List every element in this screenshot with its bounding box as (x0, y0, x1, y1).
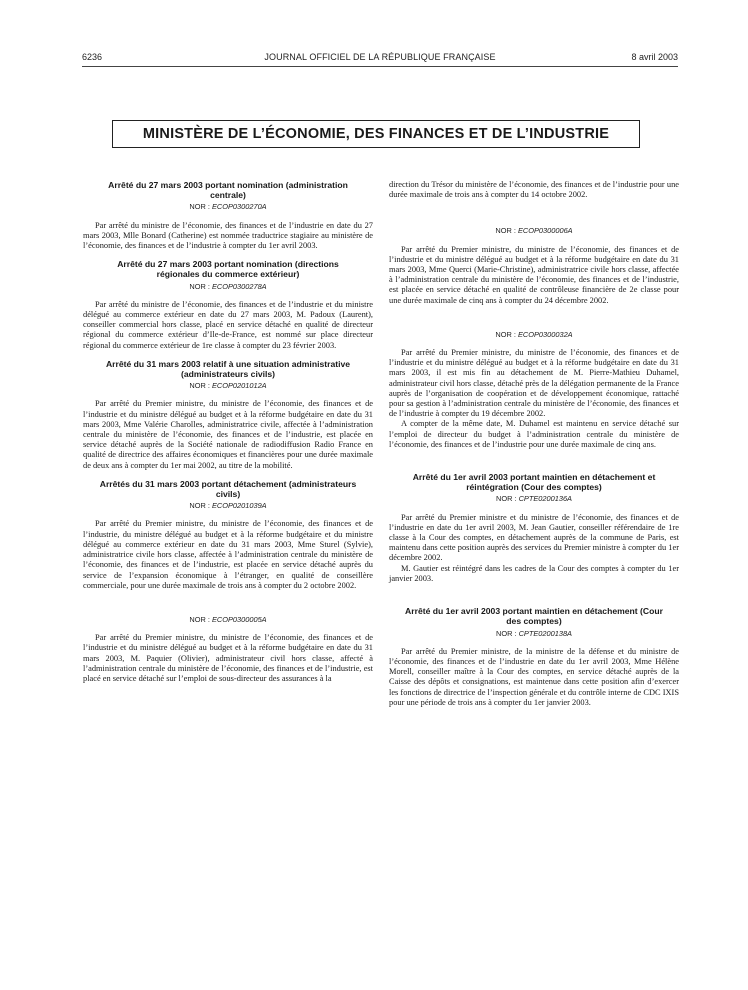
decree-paragraph: Par arrêté du Premier ministre, du ministre de l’économie, des finances et de l’industrie et du ministre délégué au budget et à la réforme budgétaire en date du 31 mars 2003, Mme Valérie Charolles, administratrice civile, affectée à l’administration centrale du ministère de l’économie, des finances et de l’industrie, est placée en service détaché auprès de la Société nationale de radiodiffusion Radio France en qualité de directrice des affaires économiques et financières pour une durée maximale de deux ans à compter du 1er mai 2002, au titre de la mobilité. (83, 399, 373, 470)
decree-paragraph: M. Gautier est réintégré dans les cadres de la Cour des comptes à compter du 1er janvier 2003. (389, 563, 679, 583)
nor-code: ECOP0300278A (211, 281, 267, 291)
nor-label: NOR : (495, 628, 517, 638)
section-spacer (389, 458, 679, 472)
ministry-title: MINISTÈRE DE L’ÉCONOMIE, DES FINANCES ET DE L’INDUSTRIE (142, 126, 610, 142)
journal-title: JOURNAL OFFICIEL DE LA RÉPUBLIQUE FRANÇAISE (264, 52, 496, 62)
nor-reference (83, 202, 373, 212)
nor-label: NOR : (495, 226, 516, 236)
decree-section (389, 458, 679, 584)
page-number: 6236 (82, 52, 103, 62)
nor-reference (389, 226, 679, 236)
section-spacer (389, 592, 679, 606)
nor-code: ECOP0300006A (517, 226, 573, 236)
decree-title: Arrêté du 1er avril 2003 portant maintien en détachement et réintégration (Cour des comptes) (412, 472, 656, 493)
nor-reference (389, 494, 679, 504)
continued-paragraph: direction du Trésor du ministère de l’économie, des finances et de l’industrie pour une durée maximale de trois ans à compter du 14 octobre 2002. (389, 180, 679, 200)
nor-reference (389, 330, 679, 340)
nor-code: ECOP0300005A (211, 614, 267, 624)
decree-section (83, 479, 373, 591)
nor-label: NOR : (495, 494, 517, 504)
decree-paragraph: Par arrêté du Premier ministre, du ministre de l’économie, des finances et de l’industrie et du ministre délégué au budget et à la réforme budgétaire en date du 31 mars 2003, M. Paquier (Olivier), administrateur civil hors classe, affecté à l’administration centrale du ministère de l’économie, des finances et de l’industrie, est placé en service détaché sur l’emploi de sous-directeur des assurances à la (83, 633, 373, 683)
nor-label: NOR : (189, 281, 210, 291)
nor-reference (83, 282, 373, 292)
decree-paragraph: Par arrêté du Premier ministre, du ministre de l’économie, des finances et de l’industrie, du ministre délégué au budget et à la réforme budgétaire et du ministre délégué au commerce extérieur en date du 31 mars 2003, Mme Sturel (Sylvie), administratrice civile hors classe, affectée à l’administration centrale du ministère de l’économie, des finances et de l’industrie, est placée en service détaché auprès du service de l’expansion économique à l’étranger, en qualité de conseillère commerciale, pour une durée maximale de trois ans à compter du 2 octobre 2002. (83, 519, 373, 590)
nor-code: CPTE0200136A (518, 494, 572, 504)
decree-title: Arrêté du 27 mars 2003 portant nomination (directions régionales du commerce extérieur) (117, 259, 339, 280)
nor-label: NOR : (189, 202, 210, 212)
decree-paragraph: Par arrêté du Premier ministre, de la ministre de la défense et du ministre de l’économie, des finances et de l’industrie en date du 1er avril 2003, Mme Hélène Morell, conseiller maître à la Cour des comptes, en service détaché auprès de la Caisse des dépôts et consignations, est maintenue dans cette position afin d’exercer les fonctions de directrice de l’inspection générale et du contrôle interne de CDC IXIS pour une période de trois ans à compter du 1er janvier 2003. (389, 646, 679, 707)
decree-section (389, 314, 679, 450)
decree-paragraph: Par arrêté du Premier ministre, du ministre de l’économie, des finances et de l’industrie et du ministre délégué au budget et à la réforme budgétaire en date du 31 mars 2003, il est mis fin au détachement de M. Pierre-Mathieu Duhamel, administrateur civil hors classe, détaché près de la délégation permanente de la France auprès de l’organisation de coopération et de développement économique, rattaché pour sa gestion à l’administration centrale du ministère de l’économie, des finances et de l’industrie à compter du 19 décembre 2002. (389, 348, 679, 419)
section-spacer (389, 210, 679, 224)
decree-section (389, 592, 679, 708)
nor-reference (83, 501, 373, 511)
nor-reference (389, 629, 679, 639)
decree-paragraph: Par arrêté du Premier ministre, du ministre de l’économie, des finances et de l’industrie et du ministre délégué au budget et à la réforme budgétaire en date du 31 mars 2003, Mme Querci (Marie-Christine), administratrice civile hors classe, affectée à l’administration centrale du ministère de l’économie, des finances et de l’industrie, est placée en service détaché en qualité de contrôleuse financière de 2e classe pour une durée maximale de cinq ans à compter du 24 décembre 2002. (389, 244, 679, 305)
nor-label: NOR : (495, 329, 516, 339)
decree-paragraph: Par arrêté du Premier ministre et du ministre de l’économie, des finances et de l’industrie en date du 1er avril 2003, M. Jean Gautier, conseiller référendaire de 1re classe à la Cour des comptes, en détachement auprès de la commune de Paris, est maintenu dans cette position auprès des services du Premier ministre à compter du 1er décembre 2002. (389, 512, 679, 563)
publication-date: 8 avril 2003 (631, 52, 678, 62)
decree-section (389, 210, 679, 305)
decree-title: Arrêté du 27 mars 2003 portant nomination (administration centrale) (108, 180, 348, 201)
nor-code: CPTE0200138A (518, 628, 572, 638)
section-spacer (389, 314, 679, 328)
decree-section (83, 359, 373, 471)
nor-code: ECOP0201012A (211, 381, 267, 391)
continued-paragraph-section (389, 180, 679, 200)
page-header (82, 52, 678, 66)
decree-title: Arrêté du 1er avril 2003 portant maintien en détachement (Cour des comptes) (405, 606, 663, 627)
decree-title: Arrêtés du 31 mars 2003 portant détachement (administrateurs civils) (99, 478, 357, 500)
section-spacer (83, 599, 373, 613)
decree-section (83, 180, 373, 251)
right-column (389, 180, 679, 716)
decree-paragraph: A compter de la même date, M. Duhamel est maintenu en service détaché sur l’emploi de directeur du budget à l’administration centrale du ministère de l’économie, des finances et de l’industrie pour une durée maximale de cinq ans. (389, 419, 679, 449)
decree-title: Arrêté du 31 mars 2003 relatif à une situation administrative (administrateurs civils) (105, 358, 351, 380)
decree-section (83, 599, 373, 684)
nor-code: ECOP0300270A (211, 202, 267, 212)
nor-label: NOR : (189, 614, 210, 624)
nor-code: ECOP0201039A (211, 501, 267, 511)
decree-section (83, 259, 373, 351)
nor-label: NOR : (189, 501, 210, 511)
left-column (83, 180, 373, 692)
header-rule (82, 66, 678, 67)
nor-reference (83, 381, 373, 391)
decree-paragraph: Par arrêté du ministre de l’économie, des finances et de l’industrie en date du 27 mars 2003, Mlle Bonard (Catherine) est nommée traductrice stagiaire au ministère de l’économie, des finances et de l’industrie à compter du 1er avril 2003. (83, 220, 373, 251)
nor-reference (83, 615, 373, 625)
nor-label: NOR : (189, 381, 210, 391)
decree-paragraph: Par arrêté du ministre de l’économie, des finances et de l’industrie et du ministre délégué au commerce extérieur en date du 27 mars 2003, M. Padoux (Laurent), conseiller commercial hors classe, placé en service détaché en qualité de directeur régional du commerce extérieur d’Ile-de-France, est nommé sur place directeur régional du commerce extérieur de 1re classe à compter du 23 février 2003. (83, 299, 373, 350)
nor-code: ECOP0300032A (517, 329, 573, 339)
ministry-heading (112, 120, 640, 148)
